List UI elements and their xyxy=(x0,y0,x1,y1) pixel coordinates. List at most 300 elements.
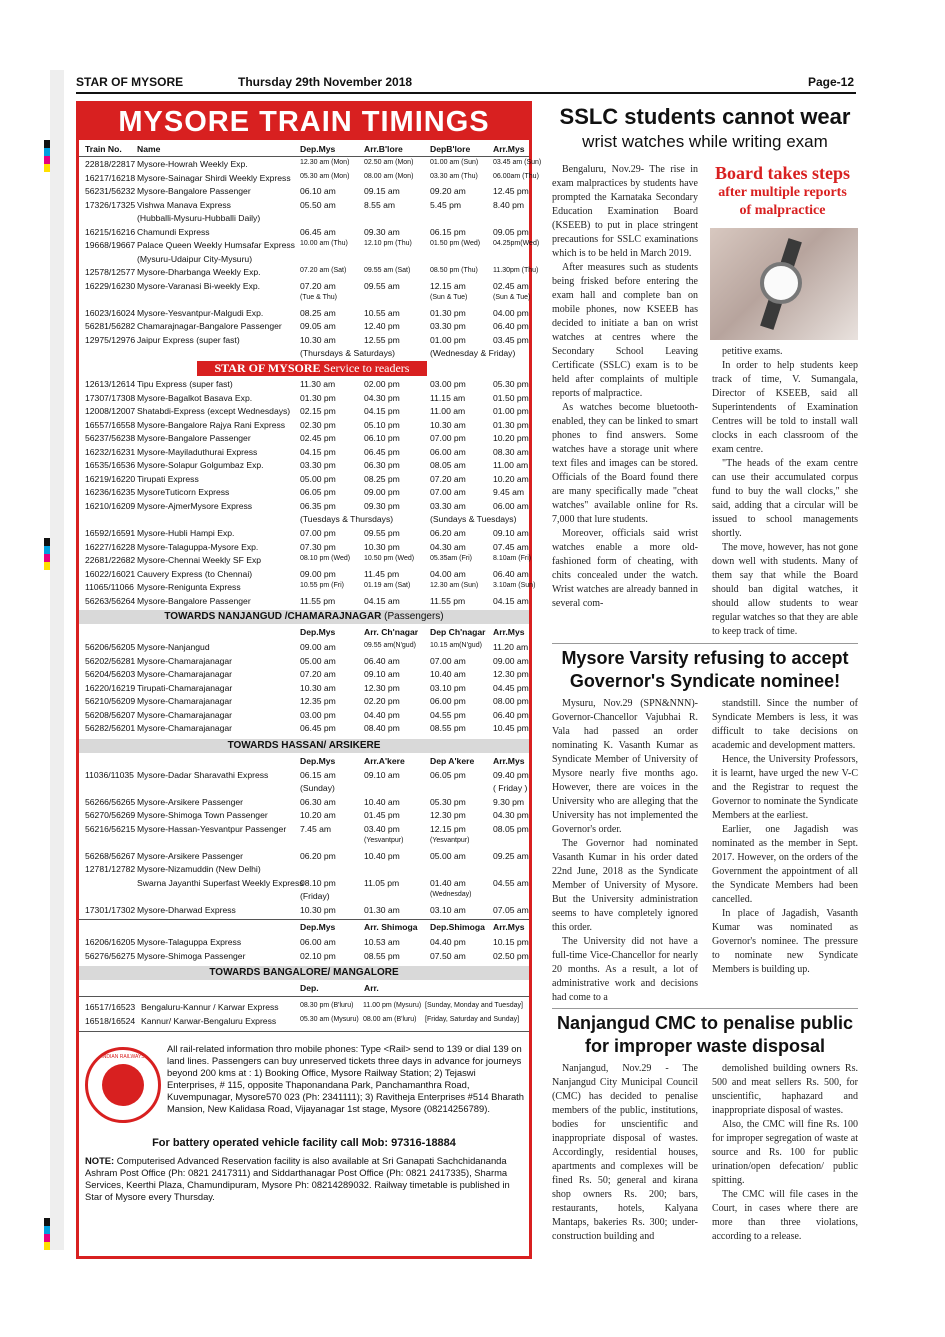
reservation-note xyxy=(85,1155,525,1203)
article2-headline-line1: Mysore Varsity refusing to accept xyxy=(561,648,849,668)
train-cell: 5.45 pm xyxy=(430,199,462,210)
train-cell: 02.45 am xyxy=(493,280,529,291)
train-cell: 07.45 am xyxy=(493,541,529,552)
train-cell: 8.55 am xyxy=(364,199,396,210)
train-row xyxy=(79,432,529,445)
train-cell: 12.10 pm (Thu) xyxy=(364,240,412,247)
train-cell: 06.05 pm xyxy=(300,487,336,497)
train-cell: 02.20 pm xyxy=(364,696,400,706)
train-cell: 09.05 am xyxy=(300,321,336,331)
note-label: NOTE: xyxy=(85,1155,117,1166)
train-cell: 10.30 am xyxy=(300,682,336,693)
train-cell: 06.15 pm xyxy=(430,226,466,237)
train-cell: 12.15 pm xyxy=(430,823,466,834)
train-cell: 09.00 am xyxy=(300,642,336,652)
pull-quote-line2: after multiple reports xyxy=(718,185,847,200)
train-cell: 08.30 am xyxy=(493,446,529,457)
train-row xyxy=(79,293,529,306)
train-cell: 10.53 am xyxy=(364,937,400,947)
train-cell: 08.05 am xyxy=(430,460,466,470)
train-cell: 16022/16021 xyxy=(85,568,136,579)
gutter-shade xyxy=(50,70,64,1250)
train-cell: Mysore-Arsikere Passenger xyxy=(137,850,244,861)
train-row xyxy=(79,226,529,239)
train-cell: 06.00 am xyxy=(430,446,466,457)
timetable-header-row xyxy=(79,755,529,768)
train-row xyxy=(79,655,529,668)
train-cell: 3.10am (Sun) xyxy=(493,582,536,589)
train-cell: 05.00 am xyxy=(300,655,336,666)
train-cell: Mysore-Dharwad Express xyxy=(137,904,236,915)
train-cell: 12613/12614 xyxy=(85,379,136,389)
train-cell: 06.00am (Thu) xyxy=(493,172,539,180)
train-cell: 8.40 pm xyxy=(493,199,525,210)
column-header: Dep Ch'nagar xyxy=(430,627,486,637)
article2-headline-line2: Governor's Syndicate nominee! xyxy=(569,671,841,691)
train-row xyxy=(79,709,529,722)
column-header: Arr.Mys xyxy=(493,627,525,637)
train-cell: 17307/17308 xyxy=(85,392,136,403)
train-cell: Mysore-Dharbanga Weekly Exp. xyxy=(137,267,261,277)
train-cell: 06.35 pm xyxy=(300,500,336,511)
train-cell: Chamarajnagar-Bangalore Passenger xyxy=(137,321,282,331)
train-cell: MysoreTuticorn Express xyxy=(137,487,230,497)
train-cell: 56266/56265 xyxy=(85,796,136,807)
train-cell: 01.19 am (Sat) xyxy=(364,582,411,589)
train-cell: 05.50 am xyxy=(300,199,336,210)
column-header: Arr.Mys xyxy=(493,922,525,932)
train-cell: 05.30 pm xyxy=(430,796,466,807)
page-number: Page-12 xyxy=(807,75,854,89)
train-row xyxy=(79,486,529,499)
train-row xyxy=(79,419,529,432)
train-cell: (Mysuru-Udaipur City-Mysuru) xyxy=(137,253,253,264)
train-cell: 12.40 pm xyxy=(364,321,400,331)
train-cell: Mysore-Bangalore Passenger xyxy=(137,186,251,196)
train-cell: 04.55 pm xyxy=(430,709,466,720)
train-cell: Bengaluru-Kannur / Karwar Express xyxy=(141,1002,279,1012)
column-header: Dep. xyxy=(300,983,319,993)
paragraph: Hence, the University Professors, it is learnt, have urged the new V-C and the Registrar to request the Governor to nominate the Syndicate Members at the earliest. xyxy=(712,754,858,821)
column-header: Arr. xyxy=(364,983,379,993)
train-cell: Mysore-Chamarajanagar xyxy=(137,723,233,733)
train-cell: 12.30 pm xyxy=(364,682,400,693)
column-header: Train No. xyxy=(85,144,122,154)
train-cell: 06.45 pm xyxy=(364,446,400,457)
train-cell: 56281/56282 xyxy=(85,321,136,331)
train-cell: 09.00 pm xyxy=(300,568,336,579)
train-cell: 06.30 am xyxy=(300,796,336,807)
column-header: Name xyxy=(137,144,161,154)
train-cell: 19668/19667 xyxy=(85,240,136,250)
train-cell: 03.00 pm xyxy=(430,379,466,389)
train-row xyxy=(79,459,529,472)
train-cell: Jaipur Express (super fast) xyxy=(137,334,240,345)
train-row xyxy=(79,199,529,212)
train-cell: 10.45 pm xyxy=(493,723,529,733)
train-cell: 03.30 am xyxy=(430,500,466,511)
column-header: Arr.Mys xyxy=(493,755,525,766)
train-cell: 01.40 am xyxy=(430,877,466,888)
train-cell: 04.00 am xyxy=(430,568,466,579)
train-cell: 08.30 pm (B'luru) xyxy=(300,1002,354,1009)
section-title: TOWARDS NANJANGUD /CHAMARAJNAGAR xyxy=(164,611,382,622)
paragraph: Earlier, one Jagadish was nominated as the member in Sept. 2017. However, on the orders of the Government the appointment of all the Syndicate Members had been cancelled. xyxy=(712,824,858,905)
train-cell: Cauvery Express (to Chennai) xyxy=(137,568,253,579)
train-cell: 11.30 am xyxy=(300,379,336,389)
rule xyxy=(79,919,529,920)
train-row xyxy=(79,890,529,903)
train-cell: 09.55 am xyxy=(364,280,400,291)
train-cell: 09.30 am xyxy=(364,226,400,237)
train-cell: 09.55 pm xyxy=(364,528,400,538)
train-cell: 16557/16558 xyxy=(85,419,136,430)
issue-date: Thursday 29th November 2018 xyxy=(238,75,413,89)
train-cell: 16592/16591 xyxy=(85,528,136,538)
train-cell: (Yesvantpur) xyxy=(364,837,404,844)
train-cell: 12781/12782 xyxy=(85,864,136,874)
train-cell: Mysore-Howrah Weekly Exp. xyxy=(137,159,248,169)
train-cell: 9.30 pm xyxy=(493,796,525,807)
train-cell: Mysore-Hassan-Yesvantpur Passenger xyxy=(137,823,287,834)
train-cell: 56276/56275 xyxy=(85,950,136,961)
train-cell: Mysore-Mayiladuthurai Express xyxy=(137,446,258,457)
train-cell: 05.10 pm xyxy=(364,419,400,430)
train-cell: 11.55 pm xyxy=(430,595,466,606)
train-cell: 06.40 am xyxy=(364,655,400,666)
train-cell: 07.05 am xyxy=(493,904,529,915)
train-cell: 11.00 am xyxy=(430,406,466,416)
train-cell: 02.15 pm xyxy=(300,406,336,416)
column-header: Dep.Mys xyxy=(300,755,336,766)
train-cell: 04.30 pm xyxy=(493,810,529,820)
train-cell: 16219/16220 xyxy=(85,473,136,484)
train-row xyxy=(79,541,529,554)
train-cell: 07.20 am xyxy=(300,280,336,291)
timetable-header-row xyxy=(79,626,529,639)
article1-headline-line1: SSLC students cannot wear xyxy=(559,104,851,129)
train-row xyxy=(79,378,529,391)
train-cell: 11.45 pm xyxy=(364,568,400,579)
train-cell: 04.15 pm xyxy=(364,406,400,416)
train-cell: Mysore-Shimoga Town Passenger xyxy=(137,810,268,820)
service-banner xyxy=(197,361,427,376)
train-cell: 05.30 pm xyxy=(493,379,529,389)
timetable-header-row xyxy=(79,143,529,156)
train-cell: 11036/11035 xyxy=(85,769,134,780)
train-cell: 03.10 pm xyxy=(430,682,466,693)
train-cell: 12.30 am (Mon) xyxy=(300,159,350,166)
train-cell: 16517/16523 xyxy=(85,1002,136,1012)
train-cell: 10.00 am (Thu) xyxy=(300,240,348,247)
train-cell: 04.55 am xyxy=(493,877,529,888)
train-cell: Mysore-Solapur Golgumbaz Exp. xyxy=(137,460,264,470)
train-cell: 10.20 pm xyxy=(493,433,529,443)
paragraph: petitive exams. xyxy=(722,346,783,357)
train-cell: 01.00 am (Sun) xyxy=(430,159,479,166)
train-cell: 01.00 pm xyxy=(430,334,466,345)
train-cell: 56208/56207 xyxy=(85,709,136,720)
paragraph: The move, however, has not gone down well with students. Many of them say that while the Board should ban digital watches, it should allow students to wear regular watches so that they are able to keep track of time. xyxy=(712,542,858,637)
paragraph: In place of Jagadish, Vasanth Kumar was nominated as Governor's nominee. The pressure to nominate new Syndicate Members is building up. xyxy=(712,908,858,975)
train-cell: 08.10 pm (Wed) xyxy=(300,555,351,562)
train-row xyxy=(79,950,529,963)
train-cell: 08.25 pm xyxy=(364,473,400,484)
train-cell: 04.40 pm xyxy=(430,937,466,947)
paragraph: As watches become bluetooth-enabled, they can be linked to smart phones to find answers. Some watches have a storage unit where text files and images can be stored. Officials of the Board found there are many specifically made "cheat watches" available online for Rs. 7,000 that lure students. xyxy=(552,402,698,525)
train-cell: (Sun & Tue) xyxy=(493,294,531,301)
train-cell: Mysore-Chamarajanagar xyxy=(137,696,233,706)
indian-railways-logo-icon xyxy=(85,1047,161,1123)
train-cell: Mysore-AjmerMysore Express xyxy=(137,500,253,511)
logo-emblem xyxy=(102,1064,144,1106)
article3-headline xyxy=(552,1012,858,1058)
paragraph: Also, the CMC will fine Rs. 100 for improper segregation of waste at source and Rs. 100 for public urination/open defecation/ public spitting. xyxy=(712,1119,858,1186)
train-cell: 02.50 pm xyxy=(493,950,529,961)
logo-text: INDIAN RAILWAYS xyxy=(101,1054,145,1060)
train-cell: 03.45 am (Sun) xyxy=(493,159,542,166)
train-cell: Mysore-Arsikere Passenger xyxy=(137,796,244,807)
train-row xyxy=(79,500,529,513)
train-cell: 7.45 am xyxy=(300,823,332,834)
train-cell: 01.45 pm xyxy=(364,810,400,820)
train-cell: 16229/16230 xyxy=(85,280,136,291)
train-cell: 08.00 pm xyxy=(493,696,529,706)
train-cell: (Hubballi-Mysuru-Hubballi Daily) xyxy=(137,213,261,223)
train-cell: 22818/22817 xyxy=(85,159,136,169)
paragraph: Nanjangud, Nov.29 - The Nanjangud City Municipal Council (CMC) has decided to penalise members of the public, institutions, bodies for unscientific and inappropriate disposal of wastes. Accordingly, residential houses, apartments and complexes will be fined Rs. 50; general and kirana shop owners Rs. 200; bars, restaurants, hotels, Kalyana Mantaps, bakeries Rs. 300; under-construction building and xyxy=(552,1063,698,1242)
train-cell: 10.20 am xyxy=(300,810,336,820)
paragraph: After measures such as students being frisked before entering the exam hall and complete ban on mobile phones, now KSEEB has decided to initiate a ban on wrist watches at centres where the Secondary School Leaving Certificate (SSLC) exam is to be held after complaints of multiple reports of malpractice. xyxy=(552,262,698,399)
train-row xyxy=(79,405,529,418)
train-cell: 07.20 am xyxy=(300,669,336,679)
train-cell: Mysore-Chamarajanagar xyxy=(137,669,233,679)
service-banner-tagline: Service to readers xyxy=(320,361,410,375)
train-cell: Mysore-Chennai Weekly SF Exp xyxy=(137,555,262,565)
paragraph: The Governor had nominated Vasanth Kumar in his order dated 22nd June, 2018 as the Syndicate Member of University of Mysore. But the University administration seems to have completely ignored this order. xyxy=(552,838,698,933)
article3-column1 xyxy=(552,1062,698,1244)
train-cell: Shatabdi-Express (except Wednesdays) xyxy=(137,406,291,416)
train-cell: 11065/11066 xyxy=(85,582,134,592)
train-cell: 09.05 pm xyxy=(493,226,529,237)
train-cell: [Friday, Saturday and Sunday] xyxy=(425,1016,520,1023)
train-cell: 07.00 pm xyxy=(430,433,466,443)
train-row xyxy=(79,307,529,320)
train-cell: 10.15 pm xyxy=(493,937,529,947)
train-row xyxy=(79,877,529,890)
train-row xyxy=(79,253,529,266)
train-cell: 56210/56209 xyxy=(85,696,136,706)
rule xyxy=(79,1031,529,1032)
paragraph: "The heads of the exam centre can use their accumulated corpus fund to buy the wall clocks," she said, adding that a circular will be issued to school managements shortly. xyxy=(712,458,858,539)
train-cell: 11.00 am xyxy=(493,460,529,470)
train-cell: 11.05 pm xyxy=(364,877,400,888)
train-cell: Mysore-Talaguppa-Mysore Exp. xyxy=(137,541,259,552)
train-cell: 12578/12577 xyxy=(85,267,136,277)
train-cell: 16227/16228 xyxy=(85,541,136,552)
train-row xyxy=(79,185,529,198)
train-cell: Mysore-Bangalore Passenger xyxy=(137,433,251,443)
article1-column2 xyxy=(712,345,858,639)
train-cell: 09.55 am(N'gud) xyxy=(364,642,416,649)
timetable-header-row xyxy=(79,921,529,934)
page-header xyxy=(76,72,856,94)
train-cell: 16023/16024 xyxy=(85,307,136,318)
train-row xyxy=(79,554,532,567)
train-cell: 16535/16536 xyxy=(85,460,136,470)
train-cell: 01.30 pm xyxy=(430,307,466,318)
train-cell: 04.15 am xyxy=(364,595,400,606)
train-cell: Tirupati Express xyxy=(137,473,199,484)
train-cell: Mysore-Talaguppa Express xyxy=(137,937,242,947)
train-row xyxy=(79,668,529,681)
train-cell: 06.45 am xyxy=(300,226,336,237)
train-cell: 09.15 am xyxy=(364,186,400,196)
train-cell: 03.30 pm xyxy=(430,321,466,331)
train-row xyxy=(79,722,529,735)
train-row xyxy=(79,581,536,594)
train-cell: 12.55 pm xyxy=(364,334,400,345)
article2-headline xyxy=(552,647,858,693)
train-cell: 11.30pm (Thu) xyxy=(493,267,539,274)
train-cell: 04.30 pm xyxy=(364,392,400,403)
train-cell: Mysore-Varanasi Bi-weekly Exp. xyxy=(137,280,261,291)
train-cell: 09.00 pm xyxy=(364,487,400,497)
train-cell: Mysore-Bangalore Passenger xyxy=(137,595,251,606)
train-cell: 06.40 pm xyxy=(493,709,529,720)
train-row xyxy=(79,641,529,654)
train-cell: 06.40 pm xyxy=(493,321,529,331)
train-cell: (Sunday) xyxy=(300,783,335,793)
section-subtitle: (Passengers) xyxy=(381,611,444,622)
train-cell: 10.50 pm (Wed) xyxy=(364,555,415,562)
train-row xyxy=(79,695,529,708)
train-cell: (Sun & Tue) xyxy=(430,294,468,301)
column-header: Dep A'kere xyxy=(430,755,475,766)
train-cell: 10.40 am xyxy=(364,796,400,807)
paragraph: In order to help students keep track of time, V. Sumangala, Director of KSEEB, said all Superintendents of Examination Centres will be told to install wall clocks in each classroom of the exam centre. xyxy=(712,360,858,455)
train-row xyxy=(79,1001,529,1014)
paragraph: Bengaluru, Nov.29- The rise in exam malpractices by students have prompted the Karnataka Secondary Education Examination Board (KSEEB) to put in place stringent precautions for SSLC examinations which is to be held in March 2019. xyxy=(552,164,698,259)
train-row xyxy=(79,863,529,876)
train-row xyxy=(79,850,529,863)
train-cell: 06.20 pm xyxy=(300,850,336,861)
train-cell: 06.05 pm xyxy=(430,769,466,780)
train-cell: Mysore-Yesvantpur-Malgudi Exp. xyxy=(137,307,264,318)
column-header: Dep.Mys xyxy=(300,922,336,932)
train-cell: 01.30 pm xyxy=(493,419,529,430)
schedule-note: (Thursdays & Saturdays) xyxy=(300,348,396,358)
schedule-note-row xyxy=(79,513,529,526)
train-cell: 04.45 pm xyxy=(493,682,529,693)
train-cell: 11.00 pm (Mysuru) xyxy=(363,1002,422,1009)
train-cell: 11.20 am xyxy=(493,642,529,652)
train-cell: 03.10 am xyxy=(430,904,466,915)
column-header: Dep.Mys xyxy=(300,144,336,154)
train-row xyxy=(79,212,529,225)
article3-headline-line2: for improper waste disposal xyxy=(584,1036,826,1056)
train-cell: Tirupati-Chamarajanagar xyxy=(137,682,233,693)
train-cell: 03.45 pm xyxy=(493,334,529,345)
rail-info-text: All rail-related information thro mobile phones: Type <Rail> send to 139 or dial 139 on land lines. Passengers can buy unreserved tickets three days in advance for journeys beyond 200 kms at : 1) Booking Office, Mysore Railway Station; 2) Tejaswi Enterprises, # 115, opposite Thaponandana Park, Panchamanthra Road, Kuvempunagar, Mysore570 023 (Ph: 2341111); 3) Ravitheja Enterprises #514 Bharath Mansion, New Kalidasa Road, Vijayanagar 1st stage, Mysore (08214256789). xyxy=(167,1043,524,1114)
train-cell: 8.10am (Fri) xyxy=(493,555,532,562)
train-cell: (Yesvantpur) xyxy=(430,837,470,844)
train-cell: 22681/22682 xyxy=(85,555,136,565)
train-row xyxy=(79,904,529,917)
article3-headline-line1: Nanjangud CMC to penalise public xyxy=(556,1013,853,1033)
train-cell: 07.50 am xyxy=(430,950,466,961)
train-cell: 08.00 am (Mon) xyxy=(364,172,414,180)
train-cell: 10.15 am(N'gud) xyxy=(430,642,482,649)
article1-headline-line2: wrist watches while writing exam xyxy=(582,132,828,151)
train-cell: 06.15 am xyxy=(300,769,336,780)
column-header: Arr.A'kere xyxy=(364,755,405,766)
train-cell: 06.30 pm xyxy=(364,460,400,470)
train-row xyxy=(79,809,529,822)
train-row xyxy=(79,682,529,695)
train-cell: Mysore-Bangalore Rajya Rani Express xyxy=(137,419,286,430)
train-cell: 10.30 am xyxy=(300,334,336,345)
train-cell: 06.20 am xyxy=(430,528,466,538)
train-row xyxy=(79,595,529,608)
train-cell: 07.30 pm xyxy=(300,541,336,552)
train-cell: 16210/16209 xyxy=(85,500,136,511)
schedule-note-row xyxy=(79,347,529,360)
train-cell: 07.20 am (Sat) xyxy=(300,267,347,274)
train-cell: 16215/16216 xyxy=(85,226,136,237)
train-cell: 17301/17302 xyxy=(85,904,136,915)
train-cell: 10.40 am xyxy=(430,669,466,679)
train-cell: 02.00 pm xyxy=(364,379,400,389)
train-cell: 06.40 am xyxy=(493,568,529,579)
train-cell: 08.00 am (B'luru) xyxy=(363,1016,417,1023)
train-row xyxy=(79,446,529,459)
timetable-title: MYSORE TRAIN TIMINGS xyxy=(79,104,529,140)
train-cell: 06.10 am xyxy=(300,186,336,196)
train-cell: 11.55 pm xyxy=(300,595,336,606)
rule xyxy=(79,156,529,157)
train-cell: 16206/16205 xyxy=(85,937,136,947)
train-cell: 08.05 pm xyxy=(493,823,529,834)
train-cell: 03.30 pm xyxy=(300,460,336,470)
article2-column1 xyxy=(552,697,698,1005)
paragraph: Mysuru, Nov.29 (SPN&NNN)- Governor-Chancellor Vajubhai R. Vala had passed an order nominating K. Vasanth Kumar as Syndicate Member of University of Mysore nearly five months ago. However, there are voices in the University who are alleging that the University has not implemented the Governor's order. xyxy=(552,698,698,835)
pull-quote-line1: Board takes steps xyxy=(714,163,850,183)
train-cell: 09.55 am (Sat) xyxy=(364,267,411,274)
train-cell: 10.40 pm xyxy=(364,850,400,861)
train-cell: Vishwa Manava Express xyxy=(137,199,231,210)
train-row xyxy=(79,473,529,486)
train-cell: 12.30 am (Sun) xyxy=(430,582,479,589)
train-cell: Mysore-Sainagar Shirdi Weekly Express xyxy=(137,172,291,183)
train-row xyxy=(79,266,539,279)
train-cell: Mysore-Shimoga Passenger xyxy=(137,950,246,961)
train-cell: 56216/56215 xyxy=(85,823,136,834)
schedule-note: (Wednesday & Friday) xyxy=(430,348,516,358)
column-header: Dep.Shimoga xyxy=(430,922,485,932)
service-banner-brand: STAR OF MYSORE xyxy=(214,361,321,375)
paragraph: The CMC will file cases in the Court, in cases where there are more than three violations, according to a release. xyxy=(712,1189,858,1242)
train-cell: 06.10 pm xyxy=(364,433,400,443)
train-cell: Mysore-Nizamuddin (New Delhi) xyxy=(137,864,261,874)
train-cell: 16220/16219 xyxy=(85,682,136,693)
train-cell: 10.55 pm (Fri) xyxy=(300,582,344,589)
column-header: Arr. Ch'nagar xyxy=(364,627,419,637)
train-cell: 03.30 am (Thu) xyxy=(430,172,478,180)
train-cell: 09.00 am xyxy=(493,655,529,666)
train-row xyxy=(79,823,529,836)
paper-name: STAR OF MYSORE xyxy=(76,75,184,89)
